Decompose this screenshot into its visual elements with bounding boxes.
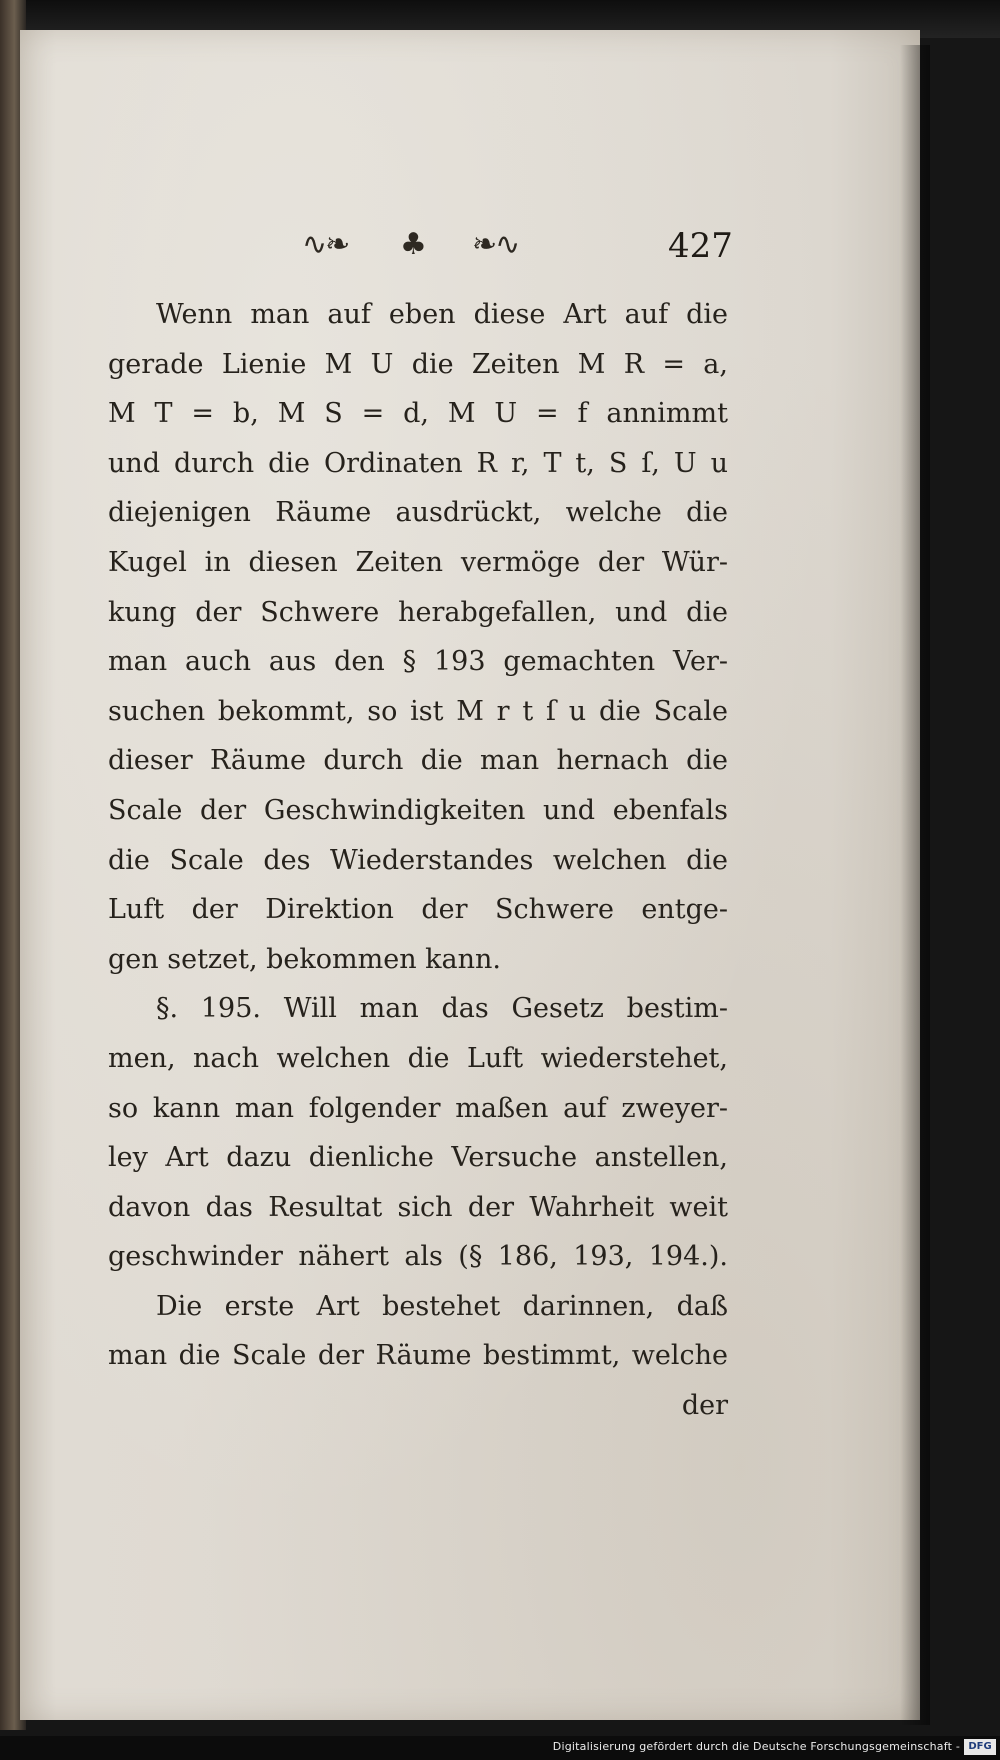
text-line: Kugel in diesen Zeiten vermöge der Wür- [108, 546, 728, 578]
text-line: Scale der Geschwindigkeiten und ebenfals [108, 794, 728, 826]
text-line: man die Scale der Räume bestimmt, welche [108, 1340, 728, 1372]
header-ornament-left: ∿❧ [302, 227, 349, 262]
text-line: die Scale des Wiederstandes welchen die [108, 844, 728, 876]
body-text [108, 290, 728, 1431]
text-line: so kann man folgender maßen auf zweyer- [108, 1092, 728, 1124]
text-line: kung der Schwere herabgefallen, und die [108, 596, 728, 628]
text-line: gen setzet, bekommen kann. [108, 943, 501, 975]
text-line: gerade Lienie M U die Zeiten M R = a, [108, 348, 728, 380]
header-ornament-center: ♣ [400, 227, 425, 262]
text-line: Die erste Art bestehet darinnen, daß [156, 1290, 728, 1322]
text-line: und durch die Ordinaten R r, T t, S ſ, U u [108, 447, 728, 479]
text-line: §. 195. Will man das Gesetz bestim- [156, 993, 728, 1025]
text-line: men, nach welchen die Luft wiederstehet, [108, 1042, 728, 1074]
running-header [290, 226, 733, 280]
text-line: Wenn man auf eben diese Art auf die [156, 299, 728, 330]
text-line: Luft der Direktion der Schwere entge- [108, 894, 728, 926]
text-line: diejenigen Räume ausdrückt, welche die [108, 497, 728, 529]
text-line: suchen bekommt, so ist M r t ſ u die Scale [108, 695, 728, 727]
text-line: dieser Räume durch die man hernach die [108, 745, 728, 777]
page-edge-shadow [900, 45, 930, 1725]
catchword: der [681, 1390, 728, 1422]
text-line: davon das Resultat sich der Wahrheit weit [108, 1191, 728, 1223]
digitization-credit: Digitalisierung gefördert durch die Deutsche Forschungsgemeinschaft - [552, 1740, 960, 1753]
text-line: M T = b, M S = d, M U = f annimmt [108, 398, 728, 430]
page-number: 427 [668, 226, 733, 266]
dfg-logo: DFG [964, 1739, 996, 1755]
header-ornament-right: ❧∿ [472, 227, 519, 262]
text-line: ley Art dazu dienliche Versuche anstellen, [108, 1142, 728, 1174]
book-page [20, 30, 920, 1720]
text-line: man auch aus den § 193 gemachten Ver- [108, 646, 728, 678]
text-line: geschwinder nähert als (§ 186, 193, 194.). [108, 1241, 728, 1273]
